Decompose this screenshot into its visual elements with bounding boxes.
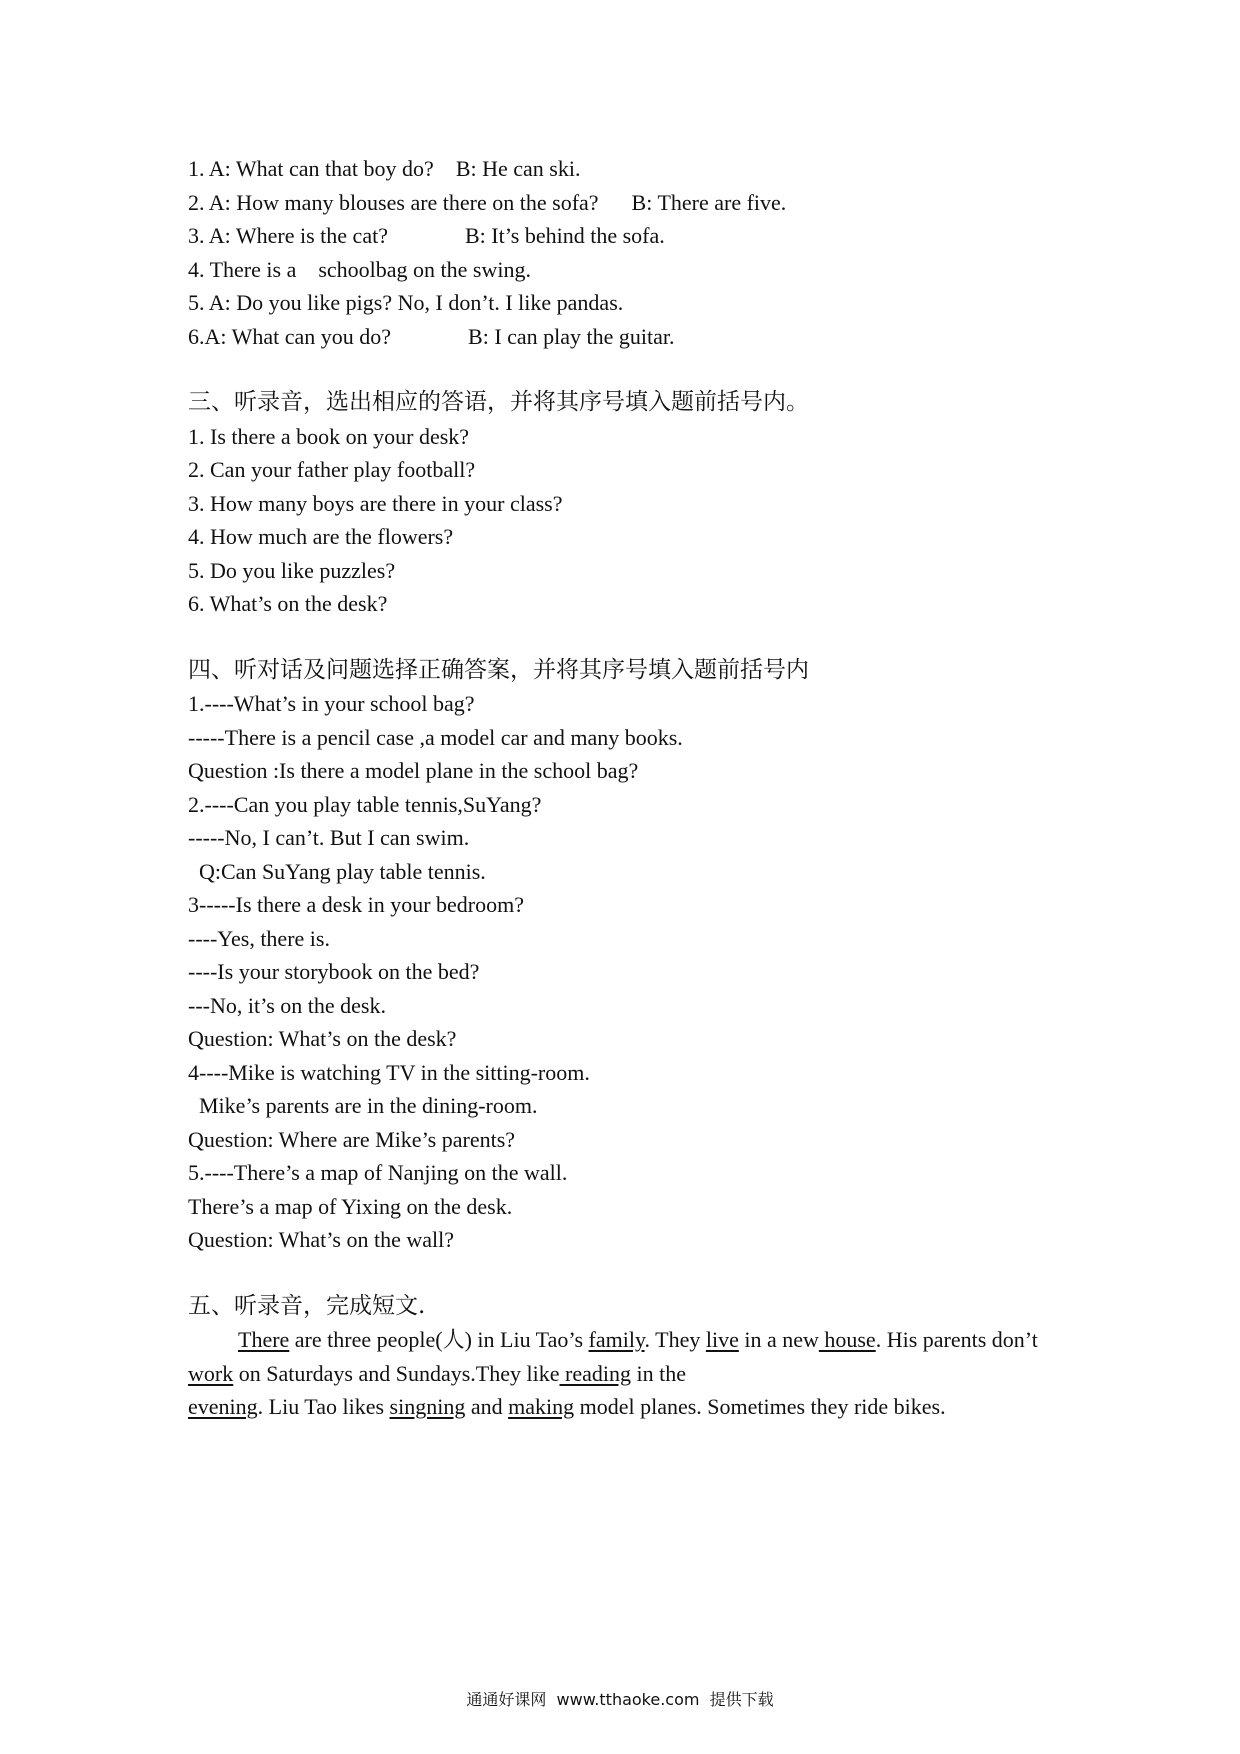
passage-text: on Saturdays and Sundays.They like — [233, 1360, 560, 1386]
blank-answer-6: reading — [559, 1360, 631, 1386]
blank-answer-2: family — [588, 1327, 645, 1352]
passage-text: in the — [630, 1360, 686, 1386]
passage-text: . They — [644, 1327, 706, 1352]
answer-line-5: 5. A: Do you like pigs? No, I don’t. I like pandas. — [188, 290, 624, 315]
answer-line-3: 3. A: Where is the cat? B: It’s behind the sofa. — [188, 223, 665, 248]
passage-text: are three people(人) in Liu Tao’s — [289, 1327, 589, 1352]
blank-answer-1: There — [238, 1327, 290, 1352]
section-4-line-6: Q:Can SuYang play table tennis. — [188, 858, 486, 884]
section-4-line-3: Question :Is there a model plane in the school bag? — [188, 758, 639, 783]
answer-line-6: 6.A: What can you do? B: I can play the guitar. — [188, 323, 675, 349]
section-4-line-11: Question: What’s on the desk? — [188, 1026, 457, 1051]
section-4-line-12: 4----Mike is watching TV in the sitting-room. — [188, 1059, 590, 1085]
section-3-heading: 三、听录音，选出相应的答语，并将其序号填入题前括号内。 — [188, 389, 809, 415]
blank-answer-5: work — [188, 1360, 234, 1386]
section-3-line-3: 3. How many boys are there in your class? — [188, 490, 563, 516]
section-4-line-10: ---No, it’s on the desk. — [188, 992, 386, 1018]
section-4-line-13: Mike’s parents are in the dining-room. — [188, 1093, 538, 1118]
page-footer: 通通好课网 www.tthaoke.com 提供下载 — [466, 1690, 774, 1709]
spacer — [188, 1257, 1088, 1290]
section-4 — [188, 654, 1088, 1257]
section-2-answers — [188, 152, 1088, 353]
document-body — [188, 152, 1088, 1424]
passage-text: in a new — [738, 1327, 819, 1352]
passage-text: model planes. Sometimes they ride bikes. — [574, 1394, 946, 1419]
section-4-line-4: 2.----Can you play table tennis,SuYang? — [188, 791, 542, 817]
section-4-line-17: Question: What’s on the wall? — [188, 1227, 454, 1252]
blank-answer-3: live — [705, 1327, 739, 1352]
section-3 — [188, 386, 1088, 621]
section-3-line-6: 6. What’s on the desk? — [188, 591, 388, 616]
cloze-passage — [188, 1323, 1088, 1424]
section-4-line-5: -----No, I can’t. But I can swim. — [188, 825, 470, 850]
section-3-line-2: 2. Can your father play football? — [188, 457, 476, 482]
blank-answer-9: making — [508, 1394, 575, 1419]
passage-text: . His parents don’t — [875, 1327, 1038, 1352]
section-4-heading: 四、听对话及问题选择正确答案，并将其序号填入题前括号内 — [188, 656, 809, 683]
passage-indent — [188, 1327, 238, 1352]
section-4-line-9: ----Is your storybook on the bed? — [188, 959, 480, 984]
section-4-line-14: Question: Where are Mike’s parents? — [188, 1126, 516, 1152]
answer-line-2: 2. A: How many blouses are there on the sofa? B: There are five. — [188, 189, 787, 215]
section-5-heading: 五、听录音，完成短文. — [188, 1292, 426, 1319]
blank-answer-8: singning — [389, 1394, 466, 1419]
section-4-line-1: 1.----What’s in your school bag? — [188, 691, 475, 716]
passage-text: and — [465, 1394, 509, 1419]
section-3-line-1: 1. Is there a book on your desk? — [188, 423, 470, 449]
section-3-line-5: 5. Do you like puzzles? — [188, 557, 396, 583]
section-4-line-8: ----Yes, there is. — [188, 925, 330, 951]
blank-answer-7: evening — [188, 1394, 258, 1419]
spacer — [188, 353, 1088, 386]
answer-line-1: 1. A: What can that boy do? B: He can ski. — [188, 156, 581, 181]
spacer — [188, 621, 1088, 654]
section-3-line-4: 4. How much are the flowers? — [188, 524, 454, 549]
blank-answer-4: house — [818, 1327, 876, 1352]
answer-line-4: 4. There is a schoolbag on the swing. — [188, 256, 531, 282]
section-4-line-2: -----There is a pencil case ,a model car and many books. — [188, 724, 683, 750]
section-4-line-16: There’s a map of Yixing on the desk. — [188, 1193, 513, 1219]
section-4-line-15: 5.----There’s a map of Nanjing on the wall. — [188, 1160, 568, 1185]
passage-text: . Liu Tao likes — [257, 1394, 390, 1419]
section-4-line-7: 3-----Is there a desk in your bedroom? — [188, 892, 524, 917]
section-5 — [188, 1290, 1088, 1424]
